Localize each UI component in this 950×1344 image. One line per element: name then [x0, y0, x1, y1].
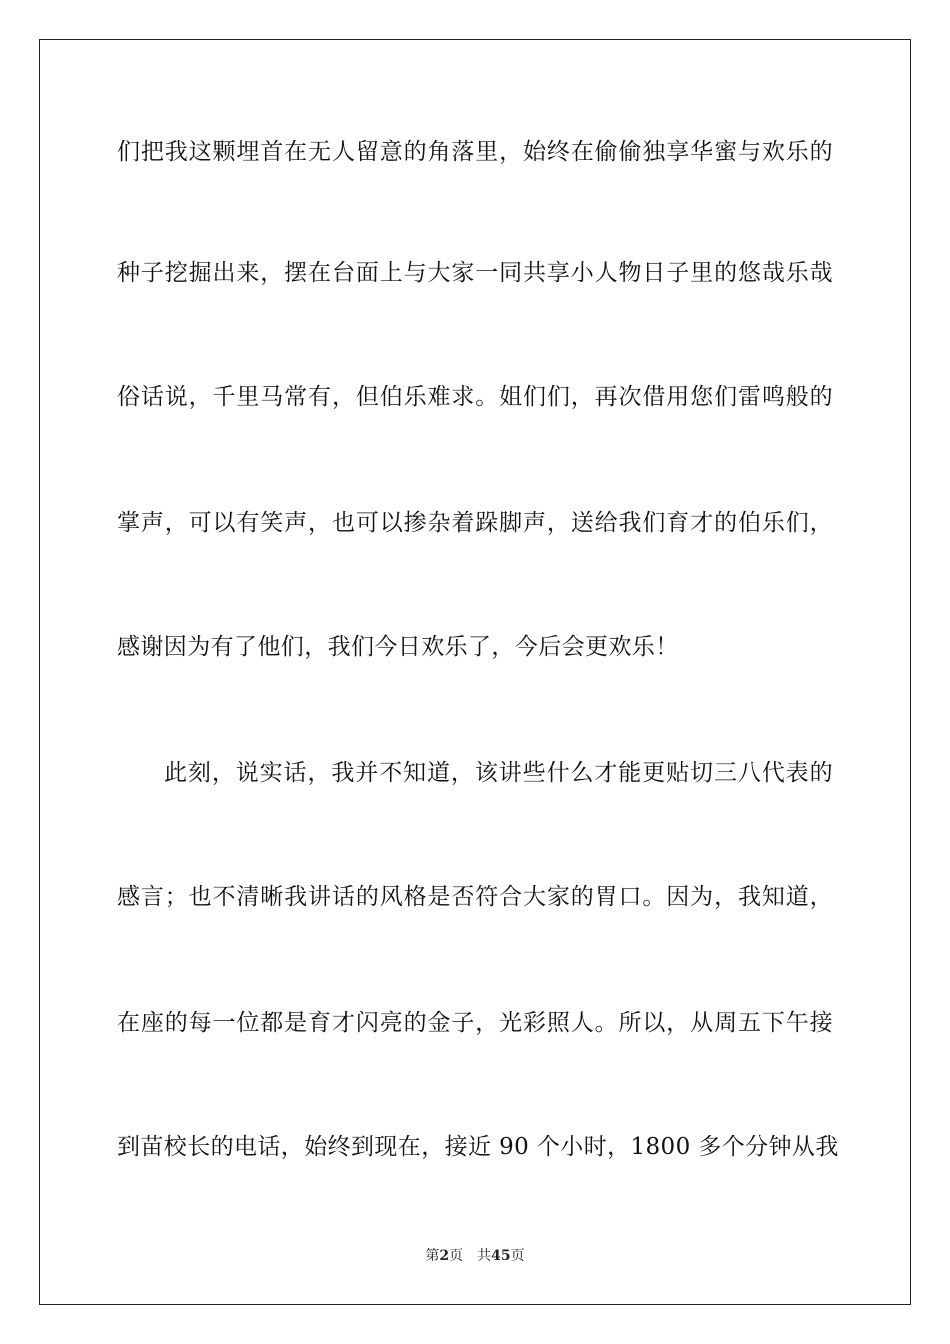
- body-text-line-7: 感言；也不清晰我讲话的风格是否符合大家的胃口。因为，我知道，: [117, 884, 833, 910]
- body-text-line-3: 俗话说，千里马常有，但伯乐难求。姐们们，再次借用您们雷鸣般的: [117, 384, 833, 410]
- body-text-line-4: 掌声，可以有笑声，也可以掺杂着跺脚声，送给我们育才的伯乐们，: [117, 510, 833, 536]
- body-text-line-6: 此刻，说实话，我并不知道，该讲些什么才能更贴切三八代表的: [164, 760, 833, 786]
- body-text-line-8: 在座的每一位都是育才闪亮的金子，光彩照人。所以，从周五下午接: [117, 1010, 833, 1036]
- footer-total-prefix: 共: [477, 1248, 492, 1264]
- body-text-line-2: 种子挖掘出来，摆在台面上与大家一同共享小人物日子里的悠哉乐哉: [117, 260, 833, 286]
- page-border: [39, 39, 911, 1305]
- footer-page-suffix: 页: [449, 1248, 464, 1264]
- body-text-line-5: 感谢因为有了他们，我们今日欢乐了，今后会更欢乐！: [117, 634, 679, 660]
- footer-page-number: 2: [439, 1248, 450, 1264]
- footer-total-pages: 45: [491, 1248, 511, 1264]
- footer-total-suffix: 页: [510, 1248, 525, 1264]
- body-text-line-1: 们把我这颗埋首在无人留意的角落里，始终在偷偷独享华蜜与欢乐的: [117, 139, 833, 165]
- page-footer: [0, 1247, 950, 1265]
- footer-page-prefix: 第: [425, 1248, 440, 1264]
- body-text-line-9: 到苗校长的电话，始终到现在，接近 90 个小时，1800 多个分钟从我: [117, 1134, 839, 1160]
